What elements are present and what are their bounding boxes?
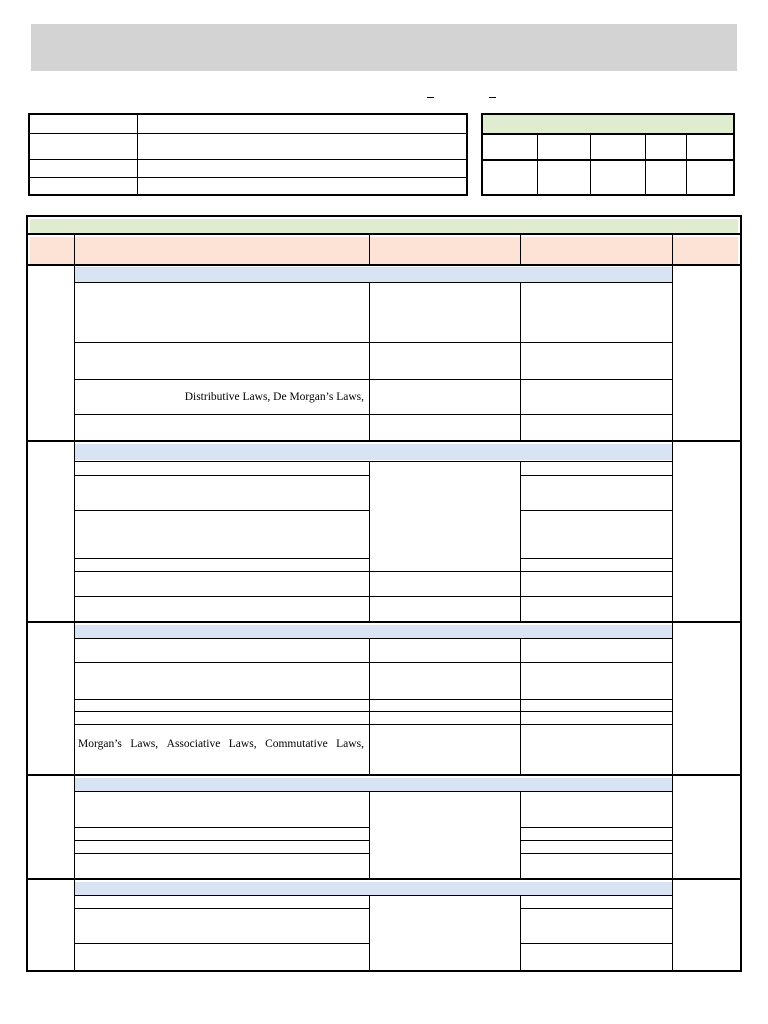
section-5-heading [75,882,672,895]
section-2-row-line [75,510,369,511]
topic-word: Laws, [336,738,364,750]
section-5-row-line [75,908,369,909]
section-3-heading [75,625,672,638]
score-table-header-line [483,133,733,135]
section-1-heading [75,267,672,282]
info-table-col-divider [137,113,138,196]
section-5-row-line [521,943,672,944]
header-dash-1 [427,97,434,98]
section-4-row-line [521,840,672,841]
topic-word: Laws, [228,738,257,750]
section-4-row-line [521,853,672,854]
section-3-row-line [75,699,672,700]
section-3-row-line [75,711,672,712]
section-2-row-line [521,558,672,559]
section-4-heading [75,778,672,791]
section-2-row-line [521,510,672,511]
topic-word: Commutative [265,738,328,750]
score-table-col [645,135,646,194]
section-5-row-line [521,908,672,909]
section-2-row-line [75,558,369,559]
section-1-line [75,282,672,283]
section-2-line [75,461,672,462]
section-1-row-line [75,342,672,343]
col-line-4 [672,235,673,970]
section-3-col [369,639,370,774]
section-1-col [369,283,370,440]
section-4-row-line [75,853,369,854]
score-table-header [483,115,733,133]
topic-word: Associative [166,738,221,750]
section-2-row-line [75,596,672,597]
info-table-row-line [28,159,468,160]
section-5-line [75,895,672,896]
section-divider [28,878,740,880]
section-2-row-line [521,475,672,476]
header-dash-2 [489,97,496,98]
section-4-row-line [75,840,369,841]
section-4-line [75,791,672,792]
col-line-1 [74,235,75,970]
section-divider [28,440,740,442]
section-5-col [369,896,370,970]
topic-word: Laws, [130,738,159,750]
info-table [28,113,468,196]
score-table-row-line [483,159,733,161]
section-5-row-line [75,943,369,944]
score-table-col [537,135,538,194]
section-3-line [75,638,672,639]
section-2-col [520,462,521,621]
section-divider [28,621,740,623]
info-table-row-line [28,133,468,134]
section-3-col [520,639,521,774]
section-1-row-line [75,379,672,380]
section-3-row-5-topic [78,737,364,751]
section-1-col [520,283,521,440]
section-1-row-line [75,414,672,415]
section-4-row-line [75,827,369,828]
main-table-title-line [28,233,740,235]
section-2-col [369,462,370,621]
topic-word: Morgan’s [78,738,122,750]
col-line-3-header [520,235,521,266]
score-table-col [686,135,687,194]
section-4-col [369,792,370,878]
section-3-row-line [75,662,672,663]
section-2-row-line [75,571,672,572]
section-2-heading [75,444,672,460]
section-divider [28,774,740,776]
col-line-2-header [369,235,370,266]
score-table-col [590,135,591,194]
section-4-row-line [521,827,672,828]
section-3-row-line [75,724,672,725]
info-table-row-line [28,177,468,178]
main-table-title-row [30,219,738,233]
section-2-row-line [75,475,369,476]
section-1-row-3-topic: Distributive Laws, De Morgan’s Laws, [184,391,364,403]
main-table [26,215,742,972]
main-table-header-line [28,264,740,266]
page-banner [31,24,737,71]
section-4-col [520,792,521,878]
main-table-header-row [30,237,738,264]
